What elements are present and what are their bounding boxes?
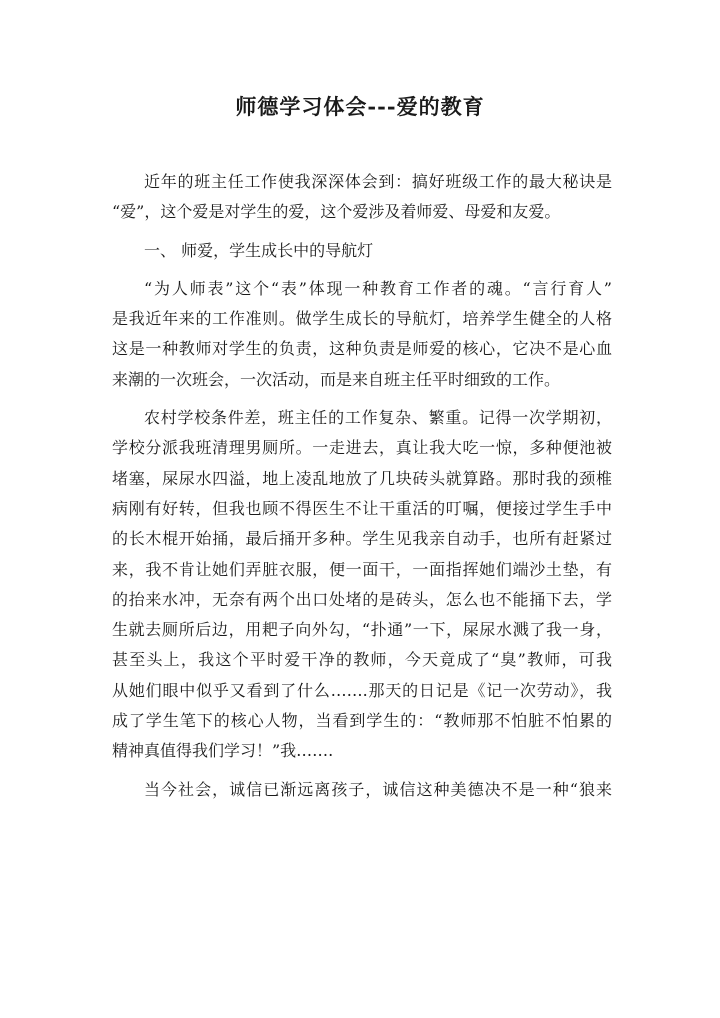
text-line: 成了学生笔下的核心人物，当看到学生的：“教师那不怕脏不怕累的 [112, 711, 612, 731]
text-line: 的长木棍开始捅，最后捅开多种。学生见我亲自动手，也所有赶紧过 [112, 529, 612, 549]
document-title: 师德学习体会---爱的教育 [235, 94, 485, 119]
text-line: 学校分派我班清理男厕所。一走进去，真让我大吃一惊，多种便池被 [112, 438, 612, 458]
text-line: 的抬来水冲，无奈有两个出口处堵的是砖头，怎么也不能捅下去，学 [112, 589, 612, 609]
text-line: 来潮的一次班会，一次活动，而是来自班主任平时细致的工作。 [112, 369, 561, 389]
text-line: 当今社会，诚信已渐远离孩子，诚信这种美德决不是一种“狼来 [144, 779, 612, 799]
paragraph-4 [112, 775, 612, 805]
text-line: 从她们眼中似乎又看到了什么…….那天的日记是《记一次劳动》，我 [112, 680, 612, 700]
text-line: 生就去厕所后边，用耙子向外勾，“扑通”一下，屎尿水溅了我一身， [112, 620, 612, 640]
text-line: 是我近年来的工作准则。做学生成长的导航灯，培养学生健全的人格 [112, 309, 612, 329]
text-line: “为人师表”这个“表”体现一种教育工作者的魂。“言行育人” [144, 278, 612, 298]
paragraph-2 [112, 274, 612, 395]
text-line: 近年的班主任工作使我深深体会到：搞好班级工作的最大秘诀是 [144, 172, 612, 191]
section-heading-1: 一、 师爱，学生成长中的导航灯 [144, 240, 374, 260]
document-body [112, 167, 612, 813]
paragraph-3 [112, 403, 612, 767]
text-line: 堵塞，屎尿水四溢，地上凌乱地放了几块砖头就算路。那时我的颈椎 [112, 468, 612, 488]
text-line: 这是一种教师对学生的负责，这种负责是师爱的核心，它决不是心血 [112, 339, 612, 359]
text-line: 来，我不肯让她们弄脏衣服，便一面干，一面指挥她们端沙土垫，有 [112, 559, 612, 579]
text-line: 甚至头上，我这个平时爱干净的教师，今天竟成了“臭”教师，可我 [112, 650, 612, 670]
text-line: 农村学校条件差，班主任的工作复杂、繁重。记得一次学期初， [144, 408, 612, 428]
text-line: 精神真值得我们学习！”我……. [112, 741, 334, 761]
text-line: 病刚有好转，但我也顾不得医生不让干重活的叮嘱，便接过学生手中 [112, 498, 612, 518]
text-line: “爱”，这个爱是对学生的爱，这个爱涉及着师爱、母爱和友爱。 [112, 202, 561, 222]
paragraph-1 [112, 167, 612, 228]
